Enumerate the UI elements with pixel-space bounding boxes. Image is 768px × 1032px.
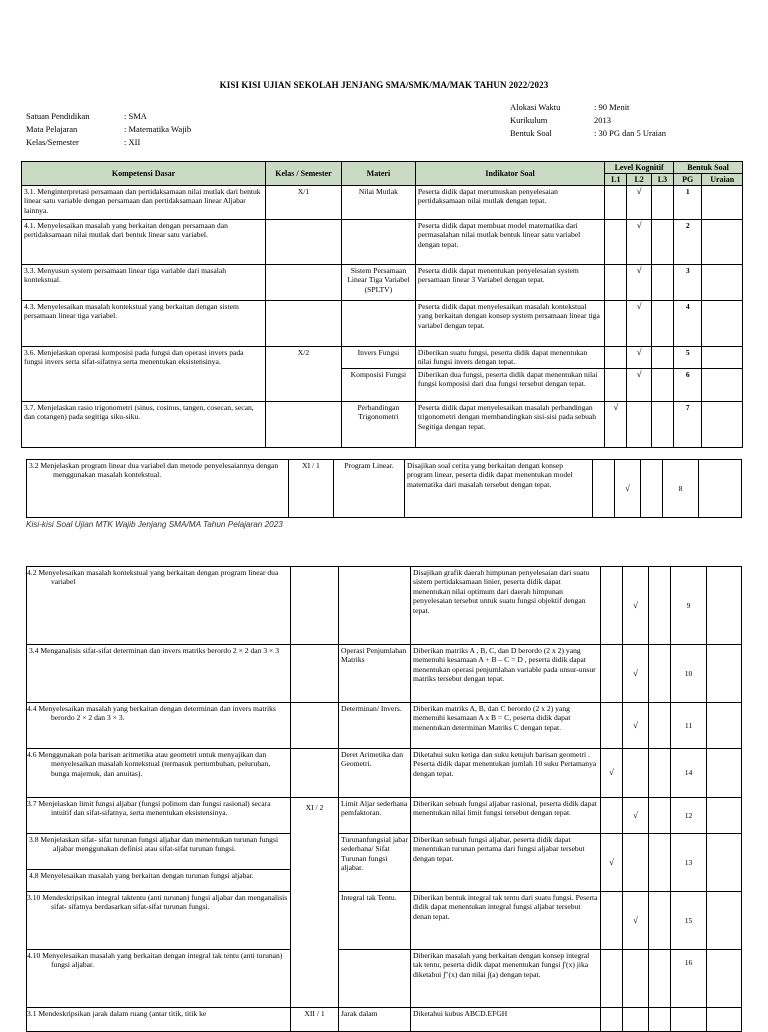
materi-cell: Deret Arimetika dan Geometri.: [339, 749, 411, 798]
materi-cell: [339, 567, 411, 645]
indikator-cell: Diberikan matriks A , B, C, dan D berordo (2 x 2) yang memenuhi kesamaan A + B – C = D , peserta didik dapat menentukan operasi penjumlahan variable pada unsur-unsur matriks tersebut dengan tepat.: [411, 645, 601, 703]
header-pg: PG: [674, 174, 702, 186]
materi-cell: Limit Aljar sederhana pemfaktoran.: [339, 798, 411, 834]
kelas-cell: [266, 265, 342, 301]
l3-cell: [651, 347, 673, 369]
l3-cell: [641, 460, 663, 518]
kelas-cell: [266, 402, 342, 448]
materi-cell: Program Linear.: [334, 460, 405, 518]
meta-value: : XII: [124, 137, 141, 147]
pg-cell: 7: [674, 402, 702, 448]
l2-cell: [627, 402, 651, 448]
pg-cell: 9: [671, 567, 707, 645]
materi-cell: Invers Fungsi: [341, 347, 415, 369]
l1-cell: [601, 950, 623, 1008]
indikator-cell: Diketahui suku ketiga dan suku ketujuh barisan geometri . Peserta didik dapat menentukan jumlah 10 suku Pertamanya dengan tepat.: [411, 749, 601, 798]
kelas-cell: X/1: [266, 186, 342, 220]
kisi-table-2: [26, 566, 742, 1032]
meta-label: Mata Pelajaran: [26, 124, 78, 134]
table-row: [27, 834, 742, 892]
kd-cell: 4.10 Menyelesaikan masalah yang berkaitan dengan integral tak tentu (anti turunan) fungsi aljabar.: [27, 950, 291, 1008]
materi-cell: [341, 220, 415, 265]
pg-cell: 3: [674, 265, 702, 301]
indikator-cell: Diberikan matriks A, B, dan C berordo (2 x 2) yang memenuhi kesamaan A x B = C, peserta didik dapat menentukan determinan Matriks C dengan tepat.: [411, 703, 601, 749]
kelas-cell: XI / 2: [291, 798, 339, 1008]
kelas-cell: [291, 703, 339, 749]
meta-right: [510, 101, 666, 140]
materi-cell: Determinan/ Invers.: [339, 703, 411, 749]
l1-cell: [605, 347, 627, 369]
header-uraian: Uraian: [702, 174, 743, 186]
l2-cell: √: [615, 460, 641, 518]
table-row: [27, 645, 742, 703]
indikator-cell: Peserta didik dapat menyelesaikan masalah kontekstual yang berkaitan dengan konsep system persamaan linear tiga variabel dengan tepat.: [415, 301, 604, 347]
meta-value: : Matematika Wajib: [124, 124, 192, 134]
l3-cell: [651, 220, 673, 265]
l3-cell: [649, 950, 671, 1008]
l2-cell: √: [627, 265, 651, 301]
table-row: [27, 567, 742, 645]
l1-cell: [601, 1008, 623, 1032]
kelas-cell: [291, 645, 339, 703]
uraian-cell: [707, 749, 742, 798]
header-bentuk: Bentuk Soal: [674, 162, 743, 174]
materi-cell: Komposisi Fungsi: [341, 369, 415, 402]
l2-cell: [623, 834, 649, 892]
pg-cell: 14: [671, 749, 707, 798]
l3-cell: [651, 301, 673, 347]
l1-cell: [605, 265, 627, 301]
pg-cell: 10: [671, 645, 707, 703]
pg-cell: 8: [663, 460, 699, 518]
pg-cell: 6: [674, 369, 702, 402]
kd-cell: 4.1. Menyelesaikan masalah yang berkaitan dengan persamaan dan pertidaksamaan nilai mutlak dari bentuk linear satu variabel.: [22, 220, 266, 265]
l1-cell: √: [601, 834, 623, 892]
header-level: Level Kognitif: [605, 162, 674, 174]
l2-cell: √: [627, 369, 651, 402]
indikator-cell: Peserta didik dapat menentukan penyelesaian system persamaan linear 3 Variabel dengan tepat.: [415, 265, 604, 301]
header-kompetensi: Kompetensi Dasar: [22, 162, 266, 186]
pg-cell: 12: [671, 798, 707, 834]
l3-cell: [649, 567, 671, 645]
materi-cell: Jarak dalam: [339, 1008, 411, 1032]
indikator-cell: Disajikan grafik daerah himpunan penyelesaian dari suatu sistem pertidaksamaan linier, peserta didik dapat menentukan nilai optimum dari daerah himpunan penyelesaian tersebut untuk suatu fungsi objektif dengan tepat.: [411, 567, 601, 645]
indikator-cell: Diketahui kubus ABCD.EFGH: [411, 1008, 601, 1032]
table-row: [22, 220, 743, 265]
l1-cell: [605, 301, 627, 347]
uraian-cell: [707, 703, 742, 749]
kelas-cell: XI / 1: [289, 460, 334, 518]
table-row: [27, 950, 742, 1008]
pg-cell: 11: [671, 703, 707, 749]
kd-cell: 4.6 Menggunakan pola barisan aritmetika atau geometri untuk menyajikan dan menyelesaikan masalah kontekstual (termasuk pertumbuhan, peluruhan, bunga majemuk, dan anuitas).: [27, 749, 291, 798]
indikator-cell: Peserta didik dapat merumuskan penyelesaian pertidaksamaan nilai mutlak dengan tepat.: [415, 186, 604, 220]
header-l3: L3: [651, 174, 673, 186]
meta-label: Alokasi Waktu: [510, 102, 561, 112]
l3-cell: [651, 402, 673, 448]
uraian-cell: [707, 892, 742, 950]
meta-label: Satuan Pendidikan: [26, 111, 90, 121]
uraian-cell: [702, 186, 743, 220]
l3-cell: [649, 1008, 671, 1032]
l2-cell: √: [627, 186, 651, 220]
l3-cell: [649, 892, 671, 950]
l2-cell: [623, 950, 649, 1008]
kd-cell: 3.7 Menjelaskan limit fungsi aljabar (fungsi polinom dan fungsi rasional) secara intuitif dan sifat-sifatnya, serta menentukan eksistensinya.: [27, 798, 291, 834]
table-row: [27, 798, 742, 834]
kelas-cell: XII / 1: [291, 1008, 339, 1032]
pg-cell: 16: [671, 950, 707, 1008]
l2-cell: √: [623, 798, 649, 834]
l2-cell: √: [623, 703, 649, 749]
table-row: [27, 460, 742, 518]
table-row: [22, 402, 743, 448]
l1-cell: √: [605, 402, 627, 448]
uraian-cell: [707, 567, 742, 645]
table-row: [27, 749, 742, 798]
kisi-table-1: [21, 161, 743, 448]
pg-cell: 1: [674, 186, 702, 220]
l2-cell: [623, 1008, 649, 1032]
pg-cell: [671, 1008, 707, 1032]
meta-left: [26, 110, 191, 149]
materi-cell: Operasi Penjumlahan Matriks: [339, 645, 411, 703]
indikator-cell: Diberikan dua fungsi, peserta didik dapat menentukan nilai fungsi komposisi dari dua fungsi tersebut dengan tepat.: [415, 369, 604, 402]
kd-sub-3-8: 3.8 Menjelaskan sifat- sifat turunan fungsi aljabar dan menentukan turunan fungsi aljabar menggunakan definisi atau sifat-sifat turunan fungsi.: [27, 834, 290, 870]
l1-cell: [593, 460, 615, 518]
l3-cell: [651, 369, 673, 402]
kd-sub-4-8: 4.8 Menyelesaikan masalah yang berkaitan dengan turunan fungsi aljabar.: [29, 871, 254, 880]
indikator-cell: Peserta didik dapat menyelesaikan masalah perbandingan trigonometri dengan membandingkan sisi-sisi pada sebuah Segitiga dengan tepat.: [415, 402, 604, 448]
header-indikator: Indikator Soal: [415, 162, 604, 186]
l1-cell: [601, 645, 623, 703]
l3-cell: [649, 834, 671, 892]
kd-cell: [27, 834, 291, 892]
l3-cell: [651, 186, 673, 220]
header-kelas: Kelas / Semester: [266, 162, 342, 186]
uraian-cell: [707, 950, 742, 1008]
indikator-cell: Diberikan bentuk integral tak tentu dari suatu fungsi. Peserta didik dapat menentukan integral fungsi aljabar tersebut denan tepat.: [411, 892, 601, 950]
l2-cell: √: [627, 301, 651, 347]
l1-cell: √: [601, 749, 623, 798]
l3-cell: [649, 645, 671, 703]
uraian-cell: [707, 645, 742, 703]
meta-label: Bentuk Soal: [510, 128, 552, 138]
kd-cell: 3.2 Menjelaskan program linear dua variabel dan metode penyelesaiannya dengan menggunakan masalah kontekstual.: [27, 460, 289, 518]
uraian-cell: [702, 301, 743, 347]
l1-cell: [601, 798, 623, 834]
l3-cell: [649, 703, 671, 749]
uraian-cell: [702, 220, 743, 265]
l1-cell: [605, 186, 627, 220]
meta-value: : SMA: [124, 111, 147, 121]
kd-cell: 3.7. Menjelaskan rasio trigonometri (sinus, cosinus, tangen, cosecan, secan, dan cotangen) pada segitiga siku-siku.: [22, 402, 266, 448]
l2-cell: √: [623, 567, 649, 645]
kd-cell: 3.4 Menganalisis sifat-sifat determinan dan invers matriks berordo 2 × 2 dan 3 × 3: [27, 645, 291, 703]
pg-cell: 15: [671, 892, 707, 950]
materi-cell: Nilai Mutlak: [341, 186, 415, 220]
materi-cell: Turunanfungsial jabar sederhana/ Sifat Turunan fungsi aljabar.: [339, 834, 411, 892]
l2-cell: √: [627, 347, 651, 369]
header-materi: Materi: [341, 162, 415, 186]
kd-cell: 4.2 Menyelesaikan masalah kontekstual yang berkaitan dengan program linear dua variabel: [27, 567, 291, 645]
uraian-cell: [707, 798, 742, 834]
header-l2: L2: [627, 174, 651, 186]
uraian-cell: [707, 834, 742, 892]
kd-cell: 3.1. Menginterpretasi persamaan dan pertidaksamaan nilai mutlak dari bentuk linear satu variable dengan persamaan dan pertidaksamaan linear Aljabar lainnya.: [22, 186, 266, 220]
uraian-cell: [702, 369, 743, 402]
kelas-cell: [291, 567, 339, 645]
uraian-cell: [702, 347, 743, 369]
table-row: [22, 186, 743, 220]
materi-cell: [339, 950, 411, 1008]
meta-label: Kelas/Semester: [26, 137, 79, 147]
meta-label: Kurikulum: [510, 115, 548, 125]
meta-value: : 30 PG dan 5 Uraian: [594, 128, 667, 138]
header-l1: L1: [605, 174, 627, 186]
l2-cell: √: [627, 220, 651, 265]
indikator-cell: Diberikan sebuah fungsi aljabar rasional, peserta didik dapat menentukan nilai limit fungsi tersebut dengan tepat.: [411, 798, 601, 834]
document-title: KISI KISI UJIAN SEKOLAH JENJANG SMA/SMK/MA/MAK TAHUN 2022/2023: [219, 80, 549, 90]
l2-cell: √: [623, 645, 649, 703]
kd-cell: 4.4 Menyelesaikan masalah yang berkaitan dengan determinan dan invers matriks berordo 2 × 2 dan 3 × 3.: [27, 703, 291, 749]
uraian-cell: [702, 402, 743, 448]
table-row: [27, 892, 742, 950]
l3-cell: [649, 798, 671, 834]
indikator-cell: Diberikan sebuah fungsi aljabar, peserta didik dapat menentukan turunan pertama dari fungsi aljabar tersebut dengan tepat.: [411, 834, 601, 892]
indikator-cell: Diberikan masalah yang berkaitan dengan konsep integral tak tentu, peserta didik dapat menentukan fungsi ∫′(x) jika diketahui ∫′′(x) dan nilai ∫(a) dengan tepat.: [411, 950, 601, 1008]
kisi-table-1b: [26, 459, 742, 518]
l1-cell: [601, 892, 623, 950]
table-row: [22, 265, 743, 301]
l3-cell: [651, 265, 673, 301]
l2-cell: √: [623, 892, 649, 950]
kd-cell: 3.1 Mendeskripsikan jarak dalam ruang (antar titik, titik ke: [27, 1008, 291, 1032]
uraian-cell: [707, 1008, 742, 1032]
kelas-cell: [291, 749, 339, 798]
meta-value: : 90 Menit: [594, 102, 630, 112]
pg-cell: 2: [674, 220, 702, 265]
kelas-cell: [266, 301, 342, 347]
indikator-cell: Diberikan suatu fungsi, peserta didik dapat menentukan nilai fungsi invers dengan tepat.: [415, 347, 604, 369]
meta-value: 2013: [594, 115, 611, 125]
materi-cell: [341, 301, 415, 347]
materi-cell: Sistem Persamaan Linear Tiga Variabel (SPLTV): [341, 265, 415, 301]
l1-cell: [605, 220, 627, 265]
pg-cell: 13: [671, 834, 707, 892]
indikator-cell: Disajikan soal cerita yang berkaitan dengan konsep program linear, peserta didik dapat menentukan model matematika dari masalah tersebut dengan tepat.: [405, 460, 593, 518]
l1-cell: [601, 567, 623, 645]
pg-cell: 4: [674, 301, 702, 347]
table-row: [22, 301, 743, 347]
table-1-body: [22, 186, 743, 448]
kd-cell: 3.10 Mendeskripsikan integral taktentu (anti turunan) fungsi aljabar dan menganalisis sifat- sifatnya berdasarkan sifat-sifat turunan fungsi.: [27, 892, 291, 950]
table-row: [22, 347, 743, 369]
table-row: [27, 703, 742, 749]
kelas-cell: X/2: [266, 347, 342, 402]
l3-cell: [649, 749, 671, 798]
l1-cell: [601, 703, 623, 749]
materi-cell: Perbandingan Trigonometri: [341, 402, 415, 448]
table-row: [27, 1008, 742, 1032]
kd-cell: 3.6. Menjelaskan operasi komposisi pada fungsi dan operasi invers pada fungsi invers serta sifat-sifatnya serta menentukan eksistensinya.: [22, 347, 266, 402]
kelas-cell: [266, 220, 342, 265]
uraian-cell: [699, 460, 742, 518]
materi-cell: Integral tak Tentu.: [339, 892, 411, 950]
kd-cell: 3.3. Menyusun system persamaan linear tiga variable dari masalah kontekstual.: [22, 265, 266, 301]
page-caption: Kisi-kisi Soal Ujian MTK Wajib Jenjang SMA/MA Tahun Pelajaran 2023: [26, 520, 283, 529]
pg-cell: 5: [674, 347, 702, 369]
indikator-cell: Peserta didik dapat membuat model matematika dari permasalahan nilai mutlak bentuk linear satu variabel dengan tepat.: [415, 220, 604, 265]
l2-cell: [623, 749, 649, 798]
l1-cell: [605, 369, 627, 402]
uraian-cell: [702, 265, 743, 301]
kd-cell: 4.3. Menyelesaikan masalah kontekstual yang berkaitan dengan sistem persamaan linear tiga variabel.: [22, 301, 266, 347]
